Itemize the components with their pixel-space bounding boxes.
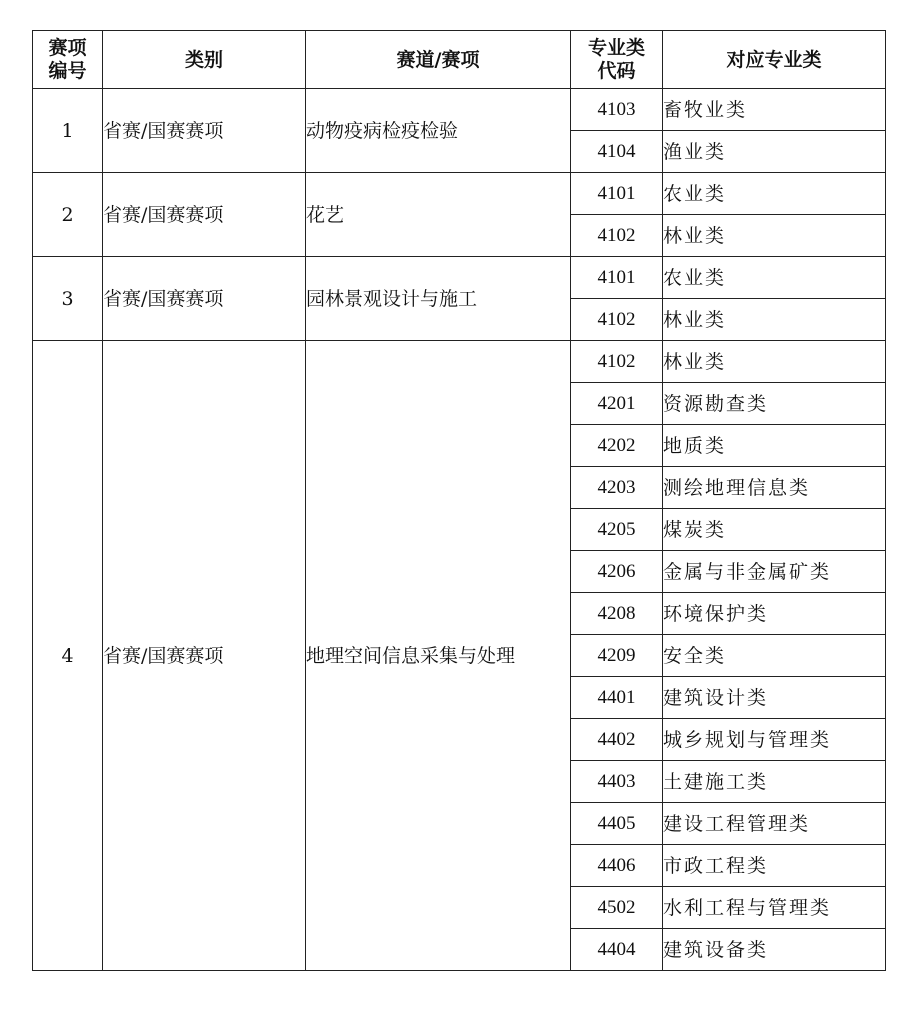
major-cell: 测绘地理信息类 (663, 467, 886, 509)
event-number-cell: 2 (33, 173, 103, 257)
major-code-cell: 4205 (571, 509, 663, 551)
table-row (33, 257, 886, 299)
major-cell: 资源勘查类 (663, 383, 886, 425)
major-cell: 农业类 (663, 257, 886, 299)
header-track: 赛道/赛项 (306, 31, 571, 89)
major-code-cell: 4102 (571, 299, 663, 341)
major-cell: 地质类 (663, 425, 886, 467)
event-number-cell: 4 (33, 341, 103, 971)
header-category: 类别 (103, 31, 306, 89)
major-cell: 渔业类 (663, 131, 886, 173)
major-code-cell: 4405 (571, 803, 663, 845)
header-event-number (33, 31, 103, 89)
competition-major-table (32, 30, 886, 971)
major-code-cell: 4401 (571, 677, 663, 719)
major-code-cell: 4209 (571, 635, 663, 677)
table-row (33, 89, 886, 131)
major-code-cell: 4104 (571, 131, 663, 173)
major-cell: 建设工程管理类 (663, 803, 886, 845)
track-cell: 动物疫病检疫检验 (306, 89, 571, 173)
major-code-cell: 4402 (571, 719, 663, 761)
major-code-cell: 4101 (571, 173, 663, 215)
track-cell: 地理空间信息采集与处理 (306, 341, 571, 971)
major-cell: 煤炭类 (663, 509, 886, 551)
major-code-cell: 4102 (571, 341, 663, 383)
major-code-cell: 4403 (571, 761, 663, 803)
major-cell: 金属与非金属矿类 (663, 551, 886, 593)
major-cell: 市政工程类 (663, 845, 886, 887)
major-code-cell: 4102 (571, 215, 663, 257)
major-code-cell: 4206 (571, 551, 663, 593)
category-cell: 省赛/国赛赛项 (103, 89, 306, 173)
major-cell: 环境保护类 (663, 593, 886, 635)
major-cell: 林业类 (663, 299, 886, 341)
header-major-code-line2: 代码 (597, 59, 636, 82)
category-cell: 省赛/国赛赛项 (103, 173, 306, 257)
major-code-cell: 4208 (571, 593, 663, 635)
header-event-number-line1: 赛项 (48, 36, 87, 59)
header-major-code (571, 31, 663, 89)
major-code-cell: 4502 (571, 887, 663, 929)
header-event-number-line2: 编号 (48, 59, 87, 82)
major-cell: 林业类 (663, 215, 886, 257)
major-code-cell: 4103 (571, 89, 663, 131)
track-cell: 花艺 (306, 173, 571, 257)
header-row (33, 31, 886, 89)
major-code-cell: 4406 (571, 845, 663, 887)
header-major: 对应专业类 (663, 31, 886, 89)
event-number-cell: 3 (33, 257, 103, 341)
table-row (33, 341, 886, 383)
table-body (33, 89, 886, 971)
major-cell: 水利工程与管理类 (663, 887, 886, 929)
table-row (33, 173, 886, 215)
major-code-cell: 4404 (571, 929, 663, 971)
category-cell: 省赛/国赛赛项 (103, 341, 306, 971)
major-code-cell: 4202 (571, 425, 663, 467)
major-cell: 城乡规划与管理类 (663, 719, 886, 761)
event-number-cell: 1 (33, 89, 103, 173)
major-cell: 土建施工类 (663, 761, 886, 803)
header-major-code-line1: 专业类 (587, 36, 645, 59)
major-cell: 农业类 (663, 173, 886, 215)
major-cell: 林业类 (663, 341, 886, 383)
major-cell: 建筑设备类 (663, 929, 886, 971)
category-cell: 省赛/国赛赛项 (103, 257, 306, 341)
major-code-cell: 4203 (571, 467, 663, 509)
major-cell: 畜牧业类 (663, 89, 886, 131)
major-code-cell: 4201 (571, 383, 663, 425)
track-cell: 园林景观设计与施工 (306, 257, 571, 341)
major-cell: 建筑设计类 (663, 677, 886, 719)
major-code-cell: 4101 (571, 257, 663, 299)
major-cell: 安全类 (663, 635, 886, 677)
